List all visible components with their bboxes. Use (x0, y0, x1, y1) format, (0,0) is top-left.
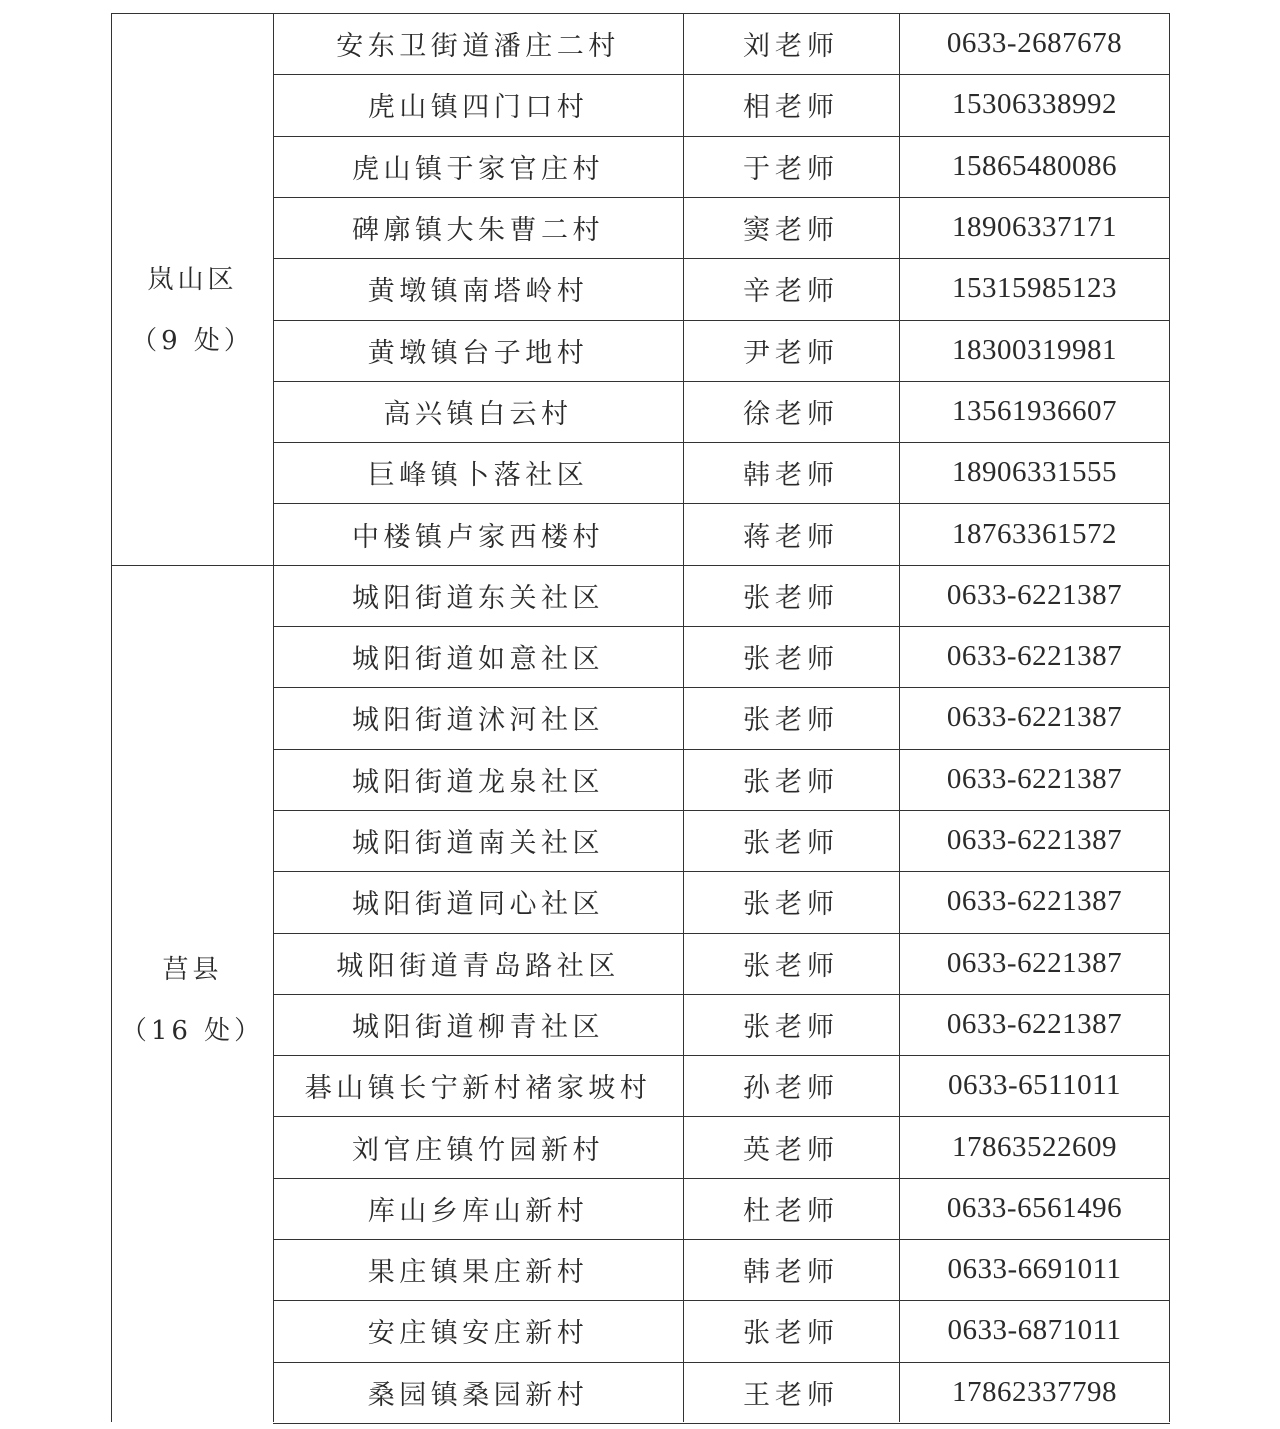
location-cell: 虎山镇于家官庄村 (352, 153, 604, 185)
district-count: （9 处） (131, 326, 254, 356)
group-divider (111, 565, 273, 566)
location-cell: 巨峰镇卜落社区 (367, 460, 589, 492)
table-row (273, 1239, 1170, 1300)
location-cell: 城阳街道青岛路社区 (336, 950, 620, 982)
location-cell: 城阳街道龙泉社区 (352, 766, 604, 798)
contact-cell: 张老师 (743, 950, 839, 982)
location-cell: 刘官庄镇竹园新村 (352, 1134, 604, 1166)
phone-cell: 17862337798 (952, 1375, 1117, 1408)
phone-cell: 0633-6871011 (947, 1314, 1122, 1347)
location-cell: 虎山镇四门口村 (367, 92, 589, 124)
phone-cell: 0633-6221387 (946, 946, 1123, 979)
phone-cell: 13561936607 (952, 394, 1117, 427)
location-cell: 安东卫街道潘庄二村 (336, 31, 620, 63)
table-row (273, 258, 1170, 319)
phone-cell: 0633-6221387 (946, 1007, 1123, 1040)
phone-cell: 18763361572 (952, 517, 1117, 550)
contact-cell: 英老师 (743, 1134, 839, 1166)
contact-cell: 张老师 (743, 889, 839, 921)
location-cell: 安庄镇安庄新村 (367, 1318, 589, 1350)
table-row (273, 320, 1170, 381)
phone-cell: 0633-6221387 (946, 885, 1123, 918)
contact-cell: 张老师 (743, 828, 839, 860)
location-cell: 果庄镇果庄新村 (367, 1257, 589, 1289)
contact-cell: 张老师 (743, 1318, 839, 1350)
table-row (273, 1055, 1170, 1116)
phone-cell: 0633-6511011 (947, 1069, 1121, 1102)
row-divider (273, 1423, 1170, 1424)
phone-cell: 0633-6221387 (946, 640, 1123, 673)
phone-cell: 17863522609 (952, 1130, 1117, 1163)
contact-cell: 张老师 (743, 644, 839, 676)
district-count: （16 处） (120, 1016, 265, 1046)
location-cell: 城阳街道沭河社区 (352, 705, 604, 737)
location-cell: 库山乡库山新村 (367, 1195, 589, 1227)
table-row (273, 1362, 1170, 1423)
district-cell-juxian (111, 565, 273, 1422)
contact-cell: 杜老师 (743, 1195, 839, 1227)
table-row (273, 565, 1170, 626)
location-cell: 黄墩镇南塔岭村 (367, 276, 589, 308)
phone-cell: 15865480086 (952, 149, 1117, 182)
table-row (273, 994, 1170, 1055)
contact-cell: 辛老师 (743, 276, 839, 308)
location-cell: 中楼镇卢家西楼村 (352, 521, 604, 553)
contact-cell: 张老师 (743, 1011, 839, 1043)
phone-cell: 0633-6221387 (946, 762, 1123, 795)
table-row (273, 626, 1170, 687)
table-row (273, 810, 1170, 871)
contact-cell: 蒋老师 (743, 521, 839, 553)
location-cell: 城阳街道柳青社区 (352, 1011, 604, 1043)
contact-cell: 张老师 (743, 766, 839, 798)
district-name: 莒县 (162, 955, 223, 985)
phone-cell: 0633-6561496 (946, 1191, 1123, 1224)
location-cell: 碑廓镇大朱曹二村 (352, 215, 604, 247)
location-cell: 城阳街道东关社区 (352, 582, 604, 614)
location-cell: 碁山镇长宁新村褚家坡村 (304, 1073, 652, 1105)
table-row (273, 1116, 1170, 1177)
table-row (273, 933, 1170, 994)
table-row (273, 1300, 1170, 1361)
table-row (273, 442, 1170, 503)
location-cell: 黄墩镇台子地村 (367, 337, 589, 369)
contact-cell: 相老师 (743, 92, 839, 124)
table-row (273, 136, 1170, 197)
contact-cell: 徐老师 (743, 398, 839, 430)
district-name: 岚山区 (147, 265, 238, 295)
contact-cell: 韩老师 (743, 460, 839, 492)
location-cell: 高兴镇白云村 (383, 398, 573, 430)
table-row (273, 74, 1170, 135)
table-row (273, 1178, 1170, 1239)
phone-cell: 0633-6221387 (946, 578, 1123, 611)
contact-cell: 孙老师 (743, 1073, 839, 1105)
phone-cell: 18300319981 (952, 333, 1117, 366)
contact-cell: 刘老师 (743, 31, 839, 63)
phone-cell: 0633-6221387 (946, 824, 1123, 857)
phone-cell: 0633-2687678 (946, 27, 1123, 60)
table-row (273, 687, 1170, 748)
location-cell: 城阳街道如意社区 (352, 644, 604, 676)
table-row (273, 197, 1170, 258)
phone-cell: 0633-6691011 (947, 1253, 1122, 1286)
location-cell: 城阳街道同心社区 (352, 889, 604, 921)
table-row (273, 871, 1170, 932)
table-row (273, 13, 1170, 74)
table-row (273, 749, 1170, 810)
table-row (273, 381, 1170, 442)
contact-cell: 尹老师 (743, 337, 839, 369)
contact-cell: 窦老师 (743, 215, 839, 247)
phone-cell: 18906337171 (952, 211, 1117, 244)
table-row (273, 503, 1170, 564)
contact-cell: 韩老师 (743, 1257, 839, 1289)
location-cell: 城阳街道南关社区 (352, 828, 604, 860)
contact-cell: 于老师 (743, 153, 839, 185)
district-cell-lanshan (111, 13, 273, 565)
contact-cell: 张老师 (743, 705, 839, 737)
phone-cell: 18906331555 (952, 456, 1117, 489)
phone-cell: 0633-6221387 (946, 701, 1123, 734)
phone-cell: 15315985123 (952, 272, 1117, 305)
contact-cell: 张老师 (743, 582, 839, 614)
location-cell: 桑园镇桑园新村 (367, 1379, 589, 1411)
contact-cell: 王老师 (743, 1379, 839, 1411)
phone-cell: 15306338992 (952, 88, 1117, 121)
